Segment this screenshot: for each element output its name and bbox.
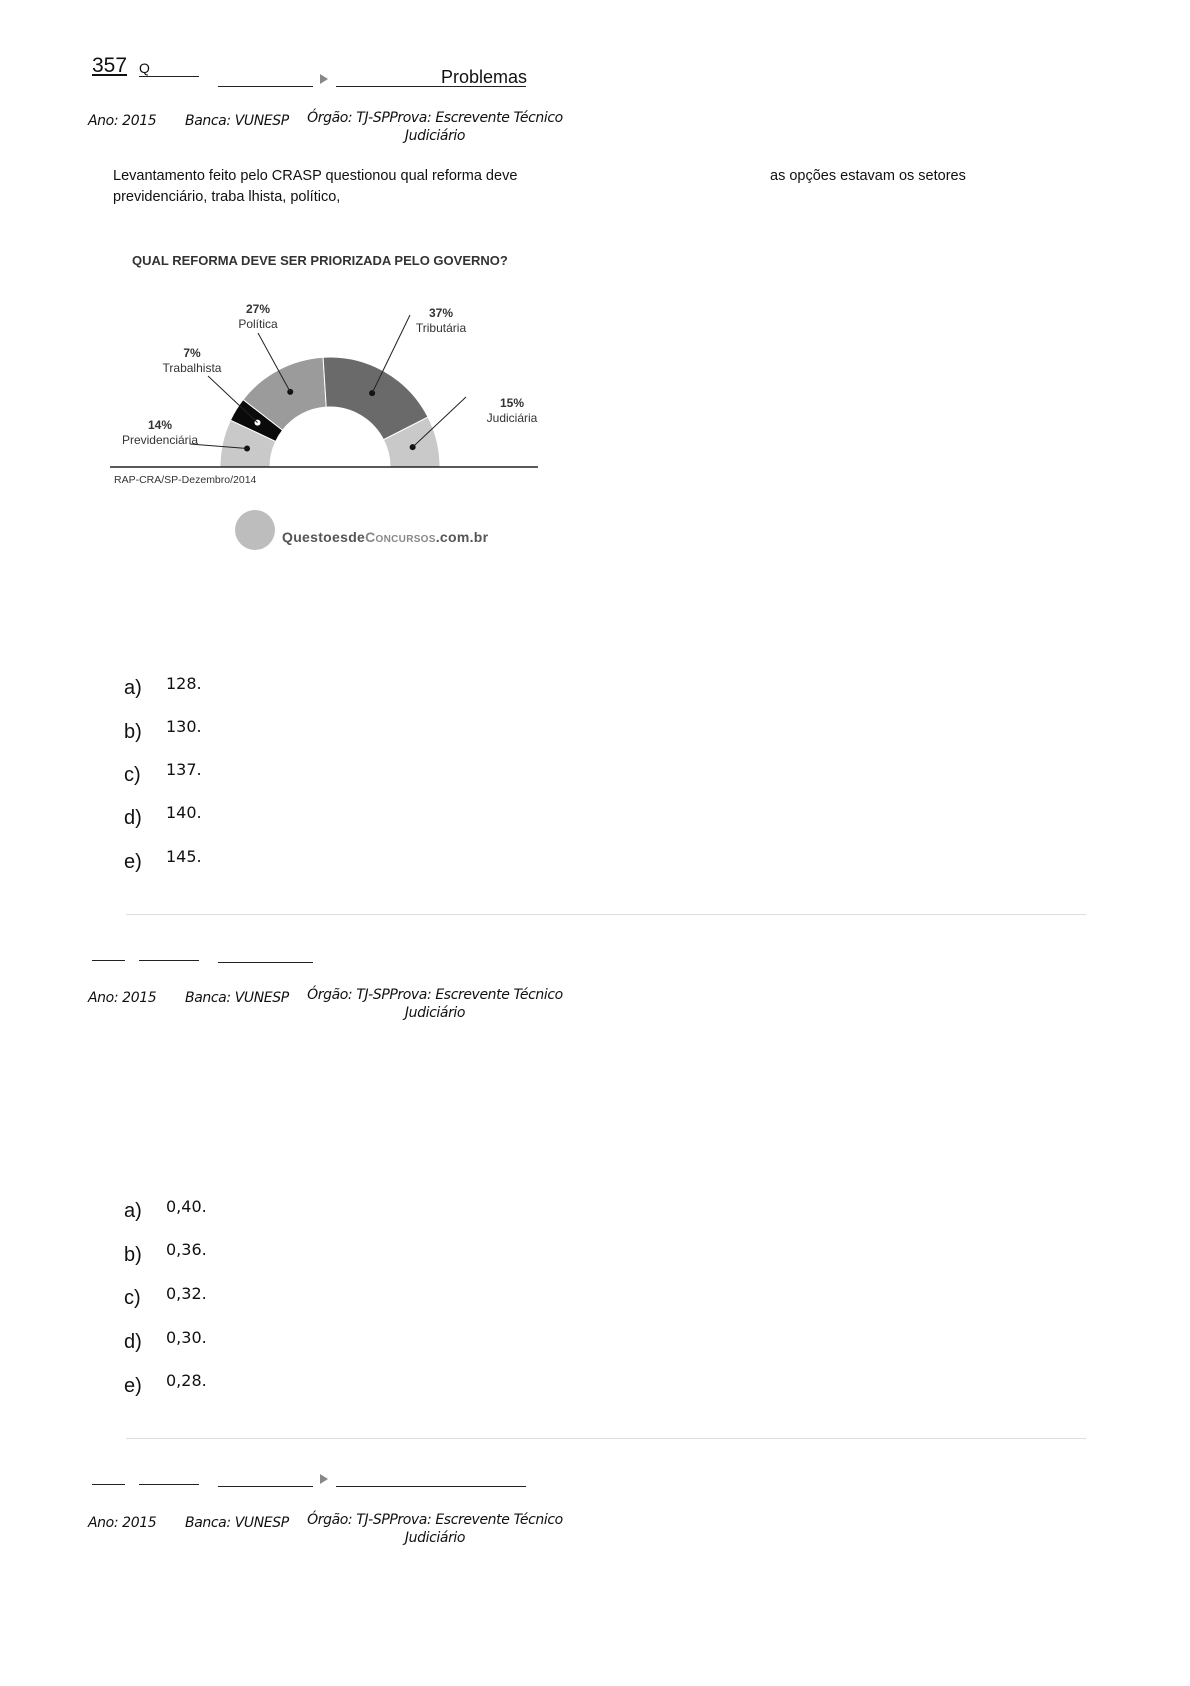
meta-banca: Banca: VUNESP bbox=[185, 990, 289, 1006]
chart-title: QUAL REFORMA DEVE SER PRIORIZADA PELO GOVERNO? bbox=[132, 253, 508, 268]
breadcrumb-line-4 bbox=[336, 1486, 526, 1487]
meta-year: Ano: 2015 bbox=[88, 990, 157, 1006]
label-previdenciaria-pct: 14% bbox=[147, 418, 173, 432]
breadcrumb-line-2 bbox=[139, 1484, 199, 1485]
option-a-letter[interactable]: a) bbox=[124, 677, 142, 699]
meta-year: Ano: 2015 bbox=[88, 113, 157, 129]
label-politica-name: Política bbox=[238, 317, 278, 331]
option-a-letter[interactable]: a) bbox=[124, 1200, 142, 1222]
option-e-value[interactable]: 145. bbox=[166, 847, 202, 866]
question-text-line-2: previdenciário, traba lhista, político, bbox=[113, 189, 341, 205]
option-c-value[interactable]: 0,32. bbox=[166, 1284, 207, 1303]
label-judiciaria-name: Judiciária bbox=[486, 411, 538, 425]
question-text-line-1: Levantamento feito pelo CRASP questionou qual reforma deve bbox=[113, 168, 518, 184]
option-e-value[interactable]: 0,28. bbox=[166, 1371, 207, 1390]
breadcrumb-line-3 bbox=[218, 962, 313, 963]
breadcrumb-topic[interactable]: Problemas bbox=[441, 67, 528, 87]
option-b-value[interactable]: 0,36. bbox=[166, 1240, 207, 1259]
label-trabalhista-name: Trabalhista bbox=[162, 361, 222, 375]
option-c-value[interactable]: 137. bbox=[166, 760, 202, 779]
breadcrumb-line-2 bbox=[218, 86, 313, 87]
question-text-line-1-right: as opções estavam os setores bbox=[770, 168, 966, 184]
label-politica-pct: 27% bbox=[245, 302, 271, 316]
option-e-letter[interactable]: e) bbox=[124, 1375, 142, 1397]
watermark-logo-icon bbox=[235, 510, 275, 550]
label-previdenciaria-name: Previdenciária bbox=[121, 433, 199, 447]
meta-banca: Banca: VUNESP bbox=[185, 113, 289, 129]
label-tributaria-pct: 37% bbox=[428, 306, 454, 320]
option-d-value[interactable]: 0,30. bbox=[166, 1328, 207, 1347]
option-b-value[interactable]: 130. bbox=[166, 717, 202, 736]
breadcrumb-line-1 bbox=[139, 76, 199, 77]
option-e-letter[interactable]: e) bbox=[124, 851, 142, 873]
option-c-letter[interactable]: c) bbox=[124, 1287, 141, 1309]
reform-chart bbox=[110, 245, 550, 565]
option-b-letter[interactable]: b) bbox=[124, 721, 142, 743]
question-number[interactable]: 357 bbox=[92, 54, 128, 77]
meta-orgao: Órgão: TJ-SPProva: Escrevente Técnico Judiciário bbox=[307, 987, 563, 1021]
option-a-value[interactable]: 0,40. bbox=[166, 1197, 207, 1216]
label-tributaria-name: Tributária bbox=[415, 321, 467, 335]
option-d-letter[interactable]: d) bbox=[124, 807, 142, 829]
option-c-letter[interactable]: c) bbox=[124, 764, 141, 786]
meta-orgao: Órgão: TJ-SPProva: Escrevente Técnico Judiciário bbox=[307, 110, 563, 144]
option-d-value[interactable]: 140. bbox=[166, 803, 202, 822]
question-separator bbox=[126, 914, 1086, 915]
breadcrumb-line-3 bbox=[218, 1486, 313, 1487]
pointer-dot-política bbox=[287, 389, 293, 395]
breadcrumb-line-1 bbox=[92, 960, 125, 961]
chart-source: RAP-CRA/SP-Dezembro/2014 bbox=[114, 474, 257, 486]
option-a-value[interactable]: 128. bbox=[166, 674, 202, 693]
label-judiciaria-pct: 15% bbox=[499, 396, 525, 410]
meta-orgao: Órgão: TJ-SPProva: Escrevente Técnico Judiciário bbox=[307, 1512, 563, 1546]
breadcrumb-line-1 bbox=[92, 1484, 125, 1485]
label-trabalhista-pct: 7% bbox=[183, 346, 201, 360]
question-separator bbox=[126, 1438, 1086, 1439]
question-marker: Q bbox=[139, 60, 150, 76]
meta-year: Ano: 2015 bbox=[88, 1515, 157, 1531]
option-b-letter[interactable]: b) bbox=[124, 1244, 142, 1266]
breadcrumb-arrow-icon bbox=[320, 1474, 328, 1484]
option-d-letter[interactable]: d) bbox=[124, 1331, 142, 1353]
watermark-text: QuestoesdeConcursos.com.br bbox=[282, 529, 489, 545]
breadcrumb-line-2 bbox=[139, 960, 199, 961]
meta-banca: Banca: VUNESP bbox=[185, 1515, 289, 1531]
breadcrumb-arrow-icon bbox=[320, 74, 328, 84]
